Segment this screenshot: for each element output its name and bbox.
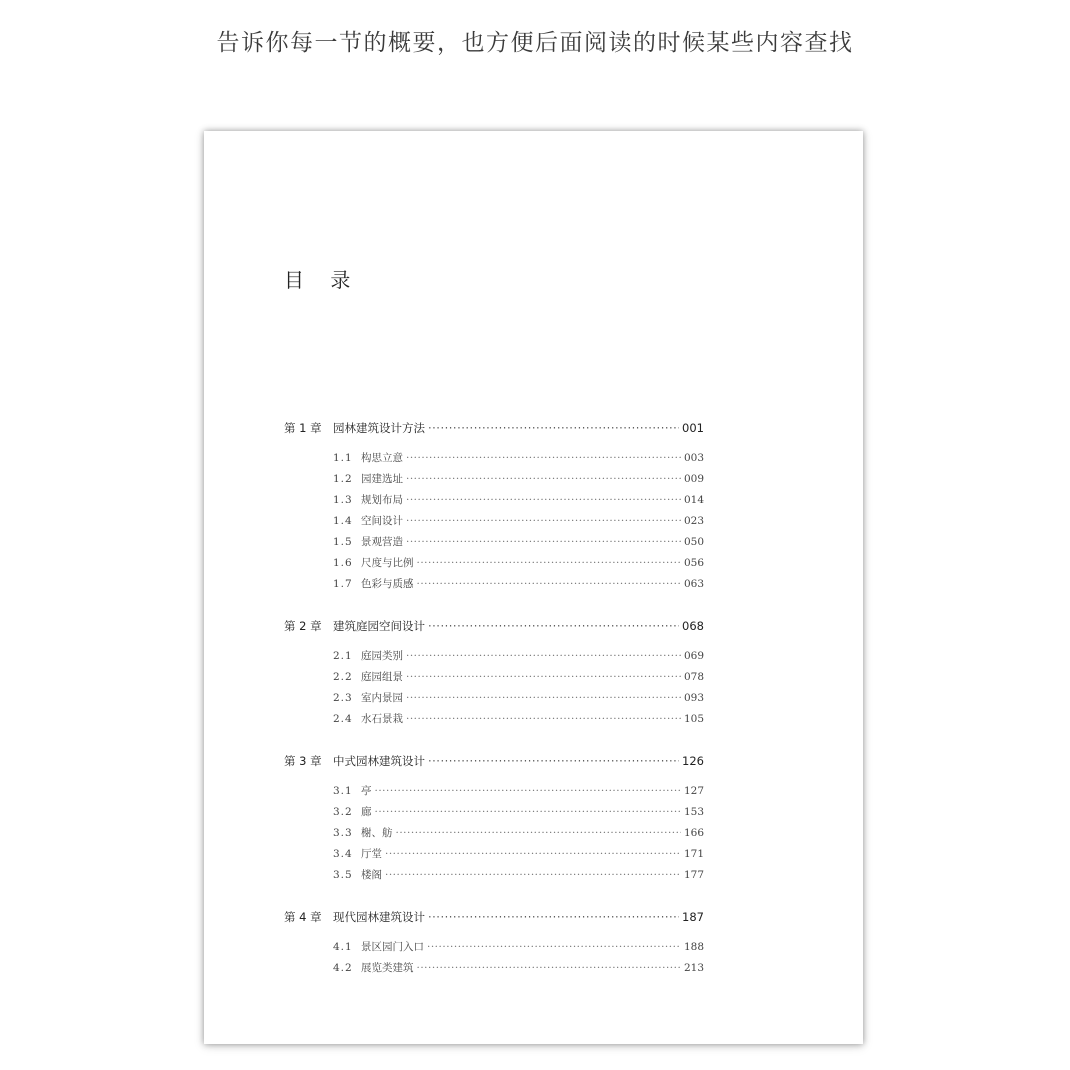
chapter-number: 第 4 章 [284, 910, 322, 924]
section-number: 3.5 [333, 869, 353, 881]
section-row[interactable] [333, 825, 704, 846]
section-title: 水石景栽 [361, 713, 403, 725]
section-row[interactable] [333, 867, 704, 888]
section-row[interactable] [333, 939, 704, 960]
chapter-page-number: 126 [682, 754, 704, 768]
leader-dots [406, 671, 681, 683]
section-number: 3.2 [333, 806, 353, 818]
leader-dots [428, 754, 679, 768]
section-row[interactable] [333, 669, 704, 690]
section-title: 园建选址 [361, 473, 403, 485]
section-title: 尺度与比例 [361, 557, 414, 569]
leader-dots [406, 650, 681, 662]
table-of-contents [284, 420, 704, 1002]
section-number: 1.6 [333, 557, 353, 569]
leader-dots [406, 515, 681, 527]
chapter-number: 第 3 章 [284, 754, 322, 768]
section-title: 楼阁 [361, 869, 382, 881]
section-row[interactable] [333, 534, 704, 555]
section-title: 空间设计 [361, 515, 403, 527]
section-number: 4.2 [333, 962, 353, 974]
section-number: 1.2 [333, 473, 353, 485]
section-page-number: 153 [683, 806, 704, 818]
chapter-row[interactable] [284, 909, 704, 929]
leader-dots [396, 827, 681, 839]
section-number: 4.1 [333, 941, 353, 953]
chapter-number: 第 2 章 [284, 619, 322, 633]
chapter-row[interactable] [284, 753, 704, 773]
leader-dots [375, 806, 681, 818]
chapter-title: 现代园林建筑设计 [333, 910, 425, 924]
leader-dots [385, 848, 681, 860]
leader-dots [406, 452, 681, 464]
section-title: 景区园门入口 [361, 941, 424, 953]
section-row[interactable] [333, 492, 704, 513]
section-page-number: 093 [683, 692, 704, 704]
section-list [284, 450, 704, 597]
section-number: 1.3 [333, 494, 353, 506]
section-page-number: 188 [683, 941, 704, 953]
chapter-title: 建筑庭园空间设计 [333, 619, 425, 633]
chapter-title: 中式园林建筑设计 [333, 754, 425, 768]
section-title: 廊 [361, 806, 372, 818]
section-title: 色彩与质感 [361, 578, 414, 590]
section-row[interactable] [333, 846, 704, 867]
section-page-number: 171 [683, 848, 704, 860]
caption-text: 告诉你每一节的概要，也方便后面阅读的时候某些内容查找 [216, 30, 854, 56]
section-title: 亭 [361, 785, 372, 797]
toc-title: 目 录 [284, 268, 361, 292]
toc-chapter [284, 753, 704, 888]
leader-dots [375, 785, 681, 797]
chapter-row[interactable] [284, 420, 704, 440]
section-row[interactable] [333, 690, 704, 711]
section-title: 庭园组景 [361, 671, 403, 683]
section-title: 构思立意 [361, 452, 403, 464]
leader-dots [427, 941, 681, 953]
section-page-number: 105 [683, 713, 704, 725]
section-number: 1.5 [333, 536, 353, 548]
section-page-number: 009 [683, 473, 704, 485]
section-row[interactable] [333, 513, 704, 534]
section-number: 1.4 [333, 515, 353, 527]
chapter-title: 园林建筑设计方法 [333, 421, 425, 435]
leader-dots [417, 962, 681, 974]
section-number: 3.1 [333, 785, 353, 797]
leader-dots [417, 578, 681, 590]
leader-dots [406, 692, 681, 704]
section-row[interactable] [333, 576, 704, 597]
section-number: 2.1 [333, 650, 353, 662]
leader-dots [406, 494, 681, 506]
section-number: 3.4 [333, 848, 353, 860]
section-page-number: 177 [683, 869, 704, 881]
section-title: 厅堂 [361, 848, 382, 860]
section-page-number: 166 [683, 827, 704, 839]
leader-dots [406, 536, 681, 548]
section-page-number: 069 [683, 650, 704, 662]
toc-chapter [284, 420, 704, 597]
section-page-number: 063 [683, 578, 704, 590]
chapter-row[interactable] [284, 618, 704, 638]
chapter-number: 第 1 章 [284, 421, 322, 435]
section-page-number: 023 [683, 515, 704, 527]
section-row[interactable] [333, 471, 704, 492]
section-number: 2.4 [333, 713, 353, 725]
section-number: 2.3 [333, 692, 353, 704]
section-number: 1.7 [333, 578, 353, 590]
section-title: 规划布局 [361, 494, 403, 506]
section-title: 景观营造 [361, 536, 403, 548]
section-title: 庭园类别 [361, 650, 403, 662]
leader-dots [428, 619, 679, 633]
section-page-number: 213 [683, 962, 704, 974]
section-list [284, 939, 704, 981]
leader-dots [406, 473, 681, 485]
toc-chapter [284, 909, 704, 981]
book-page [204, 131, 863, 1044]
section-list [284, 783, 704, 888]
section-row[interactable] [333, 960, 704, 981]
leader-dots [428, 421, 679, 435]
chapter-page-number: 187 [682, 910, 704, 924]
toc-chapter [284, 618, 704, 732]
section-row[interactable] [333, 711, 704, 732]
section-page-number: 056 [683, 557, 704, 569]
section-list [284, 648, 704, 732]
section-title: 展览类建筑 [361, 962, 414, 974]
section-page-number: 078 [683, 671, 704, 683]
leader-dots [428, 910, 679, 924]
chapter-page-number: 068 [682, 619, 704, 633]
section-page-number: 003 [683, 452, 704, 464]
section-page-number: 127 [683, 785, 704, 797]
section-row[interactable] [333, 555, 704, 576]
leader-dots [385, 869, 681, 881]
section-title: 室内景园 [361, 692, 403, 704]
section-page-number: 014 [683, 494, 704, 506]
section-title: 榭、舫 [361, 827, 393, 839]
leader-dots [406, 713, 681, 725]
section-number: 1.1 [333, 452, 353, 464]
section-page-number: 050 [683, 536, 704, 548]
leader-dots [417, 557, 681, 569]
chapter-page-number: 001 [682, 421, 704, 435]
section-row[interactable] [333, 648, 704, 669]
section-row[interactable] [333, 804, 704, 825]
section-row[interactable] [333, 450, 704, 471]
section-number: 2.2 [333, 671, 353, 683]
section-row[interactable] [333, 783, 704, 804]
section-number: 3.3 [333, 827, 353, 839]
